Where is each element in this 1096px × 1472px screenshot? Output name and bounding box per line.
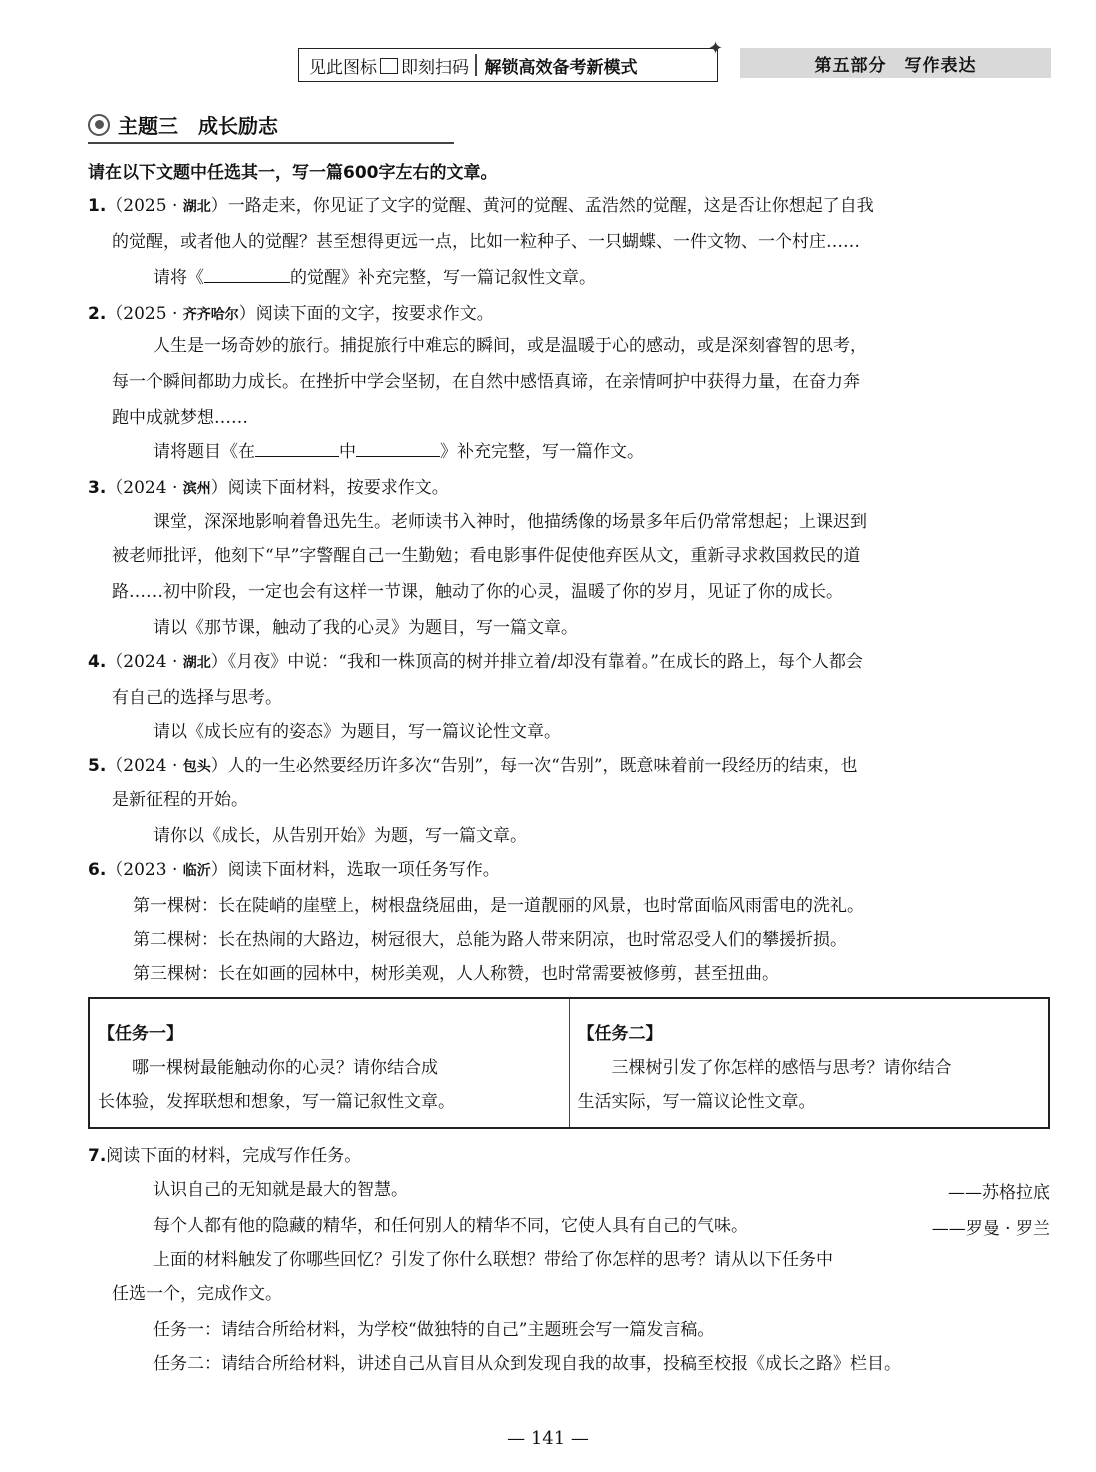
task1-cell	[89, 998, 569, 1128]
fill-blank	[255, 440, 339, 457]
page-number: — 141 —	[507, 1428, 589, 1449]
q3-para2: 被老师批评，他刻下“早”字警醒自己一生勤勉；看电影事件促使他弃医从文，重新寻求救国救民的道	[112, 546, 861, 566]
task2-cell	[569, 998, 1049, 1128]
q3-line1: 3.（2024 · 滨州）阅读下面材料，按要求作文。	[88, 478, 449, 498]
q2-para1: 人生是一场奇妙的旅行。捕捉旅行中难忘的瞬间，或是温暖于心的感动，或是深刻睿智的思考，	[153, 336, 867, 356]
q2-para3: 跑中成就梦想……	[112, 408, 248, 428]
q7-quote1: 认识自己的无知就是最大的智慧。	[153, 1180, 408, 1200]
q7-quote2: 每个人都有他的隐藏的精华，和任何别人的精华不同，它使人具有自己的气味。	[153, 1216, 748, 1236]
q5-requirement: 请你以《成长，从告别开始》为题，写一篇文章。	[153, 826, 527, 846]
task1-text-line2: 长体验，发挥联想和想象，写一篇记叙性文章。	[98, 1092, 455, 1112]
q3-para1: 课堂，深深地影响着鲁迅先生。老师读书入神时，他描绣像的场景多年后仍常常想起；上课迟到	[153, 512, 867, 532]
q6-tree2: 第二棵树：长在热闹的大路边，树冠很大，总能为路人带来阴凉，也时常忍受人们的攀援折损。	[133, 930, 847, 950]
scan-code-icon	[380, 58, 398, 74]
q2-para2: 每一个瞬间都助力成长。在挫折中学会坚韧，在自然中感悟真谛，在亲情呵护中获得力量，在奋力奔	[112, 372, 860, 392]
sparkle-icon: ✦	[708, 38, 724, 59]
scan-text: 见此图标 即刻扫码	[309, 57, 469, 78]
q7-task2: 任务二：请结合所给材料，讲述自己从盲目从众到发现自我的故事，投稿至校报《成长之路》栏目。	[153, 1354, 901, 1374]
target-icon	[88, 114, 110, 136]
q7-para1: 上面的材料触发了你哪些回忆？引发了你什么联想？带给了你怎样的思考？请从以下任务中	[153, 1250, 833, 1270]
topic-heading	[88, 110, 278, 139]
intro-instruction: 请在以下文题中任选其一，写一篇600字左右的文章。	[88, 163, 498, 183]
fill-blank	[204, 266, 290, 283]
q5-line2: 是新征程的开始。	[112, 790, 248, 810]
q6-tree1: 第一棵树：长在陡峭的崖壁上，树根盘绕屈曲，是一道靓丽的风景，也时常面临风雨雷电的洗礼。	[133, 896, 864, 916]
topic-underline	[88, 142, 454, 144]
task2-title: 【任务二】	[577, 1024, 663, 1044]
scan-banner	[298, 48, 718, 82]
q7-task1: 任务一：请结合所给材料，为学校“做独特的自己”主题班会写一篇发言稿。	[153, 1320, 715, 1340]
task1-title: 【任务一】	[98, 1024, 183, 1044]
topic-title: 主题三 成长励志	[118, 114, 278, 138]
q7-line1: 7.阅读下面的材料，完成写作任务。	[88, 1146, 362, 1166]
task-table	[88, 997, 1050, 1129]
q5-line1: 5.（2024 · 包头）人的一生必然要经历许多次“告别”，每一次“告别”，既意味着前一段经历的结束，也	[88, 756, 858, 776]
q4-line1: 4.（2024 · 湖北）《月夜》中说：“我和一株顶高的树并排立着/却没有靠着。”在成长的路上，每个人都会	[88, 652, 863, 672]
section-title: 第五部分 写作表达	[740, 48, 1051, 78]
slogan: 解锁高效备考新模式	[484, 57, 638, 78]
task2-text-line1: 三棵树引发了你怎样的感悟与思考？请你结合	[611, 1058, 952, 1078]
q6-line1: 6.（2023 · 临沂）阅读下面材料，选取一项任务写作。	[88, 860, 500, 880]
q3-para3: 路……初中阶段，一定也会有这样一节课，触动了你的心灵，温暖了你的岁月，见证了你的成长。	[112, 582, 843, 602]
q1-requirement: 请将《 的觉醒》补充完整，写一篇记叙性文章。	[153, 268, 596, 288]
q1-line1: 1.（2025 · 湖北）一路走来，你见证了文字的觉醒、黄河的觉醒、孟浩然的觉醒，这是否让你想起了自我	[88, 196, 874, 216]
task2-text-line2: 生活实际，写一篇议论性文章。	[577, 1092, 816, 1112]
q4-requirement: 请以《成长应有的姿态》为题目，写一篇议论性文章。	[153, 722, 561, 742]
q7-quote1-author: ——苏格拉底	[948, 1183, 1050, 1203]
q4-line2: 有自己的选择与思考。	[112, 688, 282, 708]
q3-requirement: 请以《那节课，触动了我的心灵》为题目，写一篇文章。	[153, 618, 578, 638]
q2-requirement: 请将题目《在 中 》补充完整，写一篇作文。	[153, 442, 644, 462]
q2-line1: 2.（2025 · 齐齐哈尔）阅读下面的文字，按要求作文。	[88, 304, 494, 324]
q7-quote2-author: ——罗曼 · 罗兰	[931, 1219, 1050, 1239]
q6-tree3: 第三棵树：长在如画的园林中，树形美观，人人称赞，也时常需要被修剪，甚至扭曲。	[133, 964, 779, 984]
task1-text-line1: 哪一棵树最能触动你的心灵？请你结合成	[132, 1058, 438, 1078]
fill-blank	[356, 440, 440, 457]
q7-para2: 任选一个，完成作文。	[112, 1284, 282, 1304]
q1-line2: 的觉醒，或者他人的觉醒？甚至想得更远一点，比如一粒种子、一只蝴蝶、一件文物、一个村庄……	[112, 232, 860, 252]
